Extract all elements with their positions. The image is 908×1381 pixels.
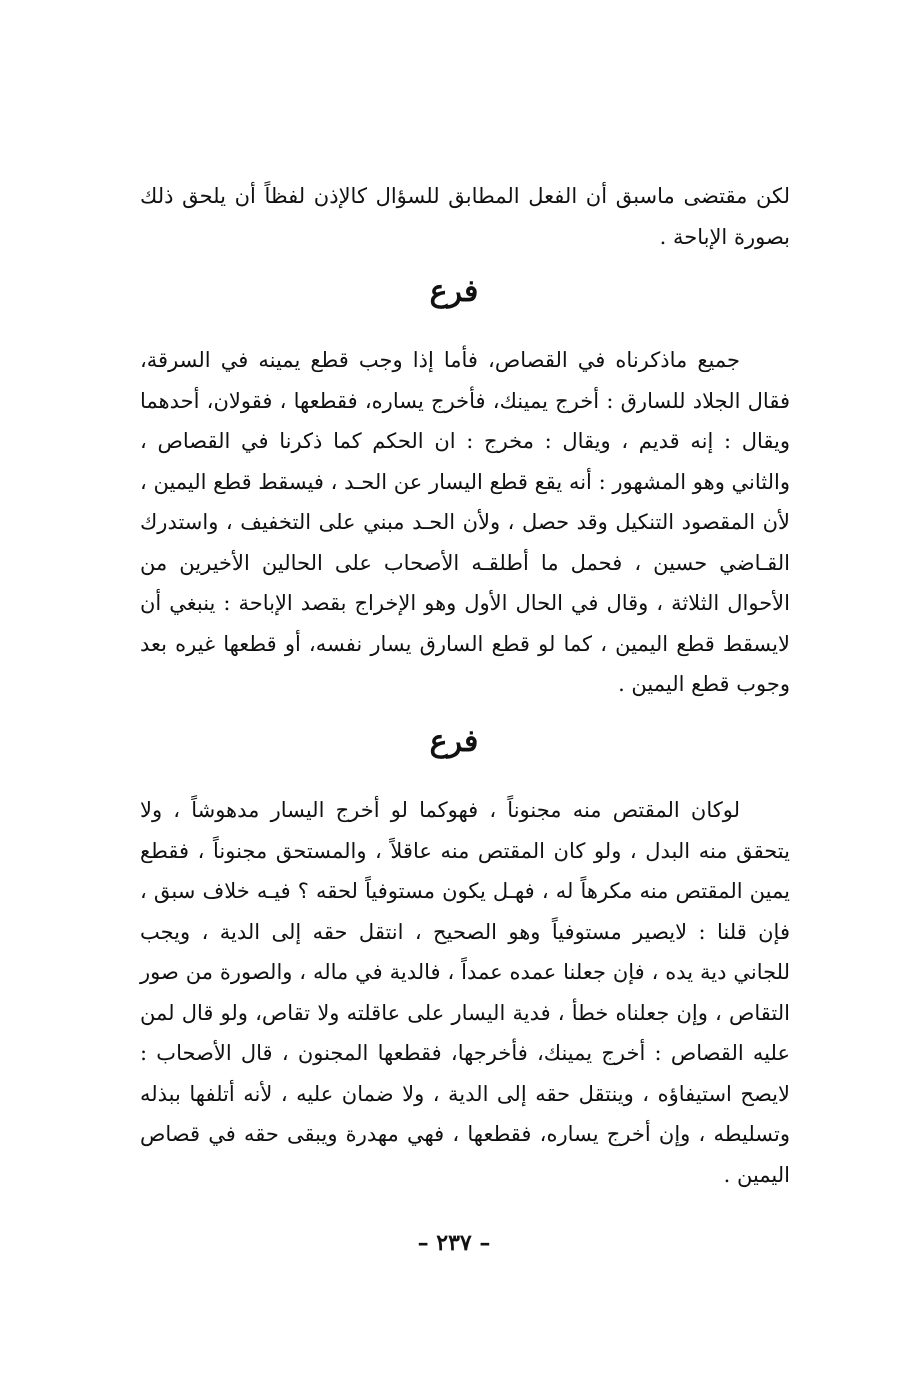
section-heading-2: فرع: [429, 724, 479, 759]
intro-paragraph-block: [140, 176, 790, 257]
section-2-paragraph: لوكان المقتص منه مجنوناً ، فهوكما لو أخرج اليسار مدهوشاً ، ولا يتحقق منه البدل ، ولو كان المقتص منه عاقلاً ، والمستحق مجنوناً ، فقطع يمين المقتص منه مكرهاً له ، فهـل يكون مستوفياً لحقه ؟ فيـه خلاف سبق ، فإن قلنا : لايصير مستوفياً وهو الصحيح ، انتقل حقه إلى الدية ، ويجب للجاني دية يده ، فإن جعلنا عمده عمداً ، فالدية في ماله ، والصورة من صور التقاص ، وإن جعلناه خطأ ، فدية اليسار على عاقلته ولا تقاص، ولو قال لمن عليه القصاص : أخرج يمينك، فأخرجها، فقطعها المجنون ، قال الأصحاب : لايصح استيفاؤه ، وينتقل حقه إلى الدية ، ولا ضمان عليه ، لأنه أتلفها ببذله وتسليطه ، وإن أخرج يساره، فقطعها ، فهي مهدرة ويبقى حقه في قصاص اليمين .: [140, 798, 790, 1187]
intro-paragraph: لكن مقتضى ماسبق أن الفعل المطابق للسؤال كالإذن لفظاً أن يلحق ذلك بصورة الإباحة .: [140, 184, 790, 249]
section-1-body: [140, 340, 790, 705]
section-1-paragraph: جميع ماذكرناه في القصاص، فأما إذا وجب قطع يمينه في السرقة، فقال الجلاد للسارق : أخرج يمينك، فأخرج يساره، فقطعها ، فقولان، أحدهما ويقال : إنه قديم ، ويقال : مخرج : ان الحكم كما ذكرنا في القصاص ، والثاني وهو المشهور : أنه يقع قطع اليسار عن الحـد ، فيسقط قطع اليمين ، لأن المقصود التنكيل وقد حصل ، ولأن الحـد مبني على التخفيف ، واستدرك القـاضي حسين ، فحمل ما أطلقـه الأصحاب على الحالين الأخيرين من الأحوال الثلاثة ، وقال في الحال الأول وهو الإخراج بقصد الإباحة : ينبغي أن لايسقط قطع اليمين ، كما لو قطع السارق يسار نفسه، أو قطعها غيره بعد وجوب قطع اليمين .: [140, 348, 790, 696]
page-number: – ٢٣٧ –: [417, 1230, 491, 1256]
section-heading-1: فرع: [429, 274, 479, 309]
section-2-body: [140, 790, 790, 1195]
